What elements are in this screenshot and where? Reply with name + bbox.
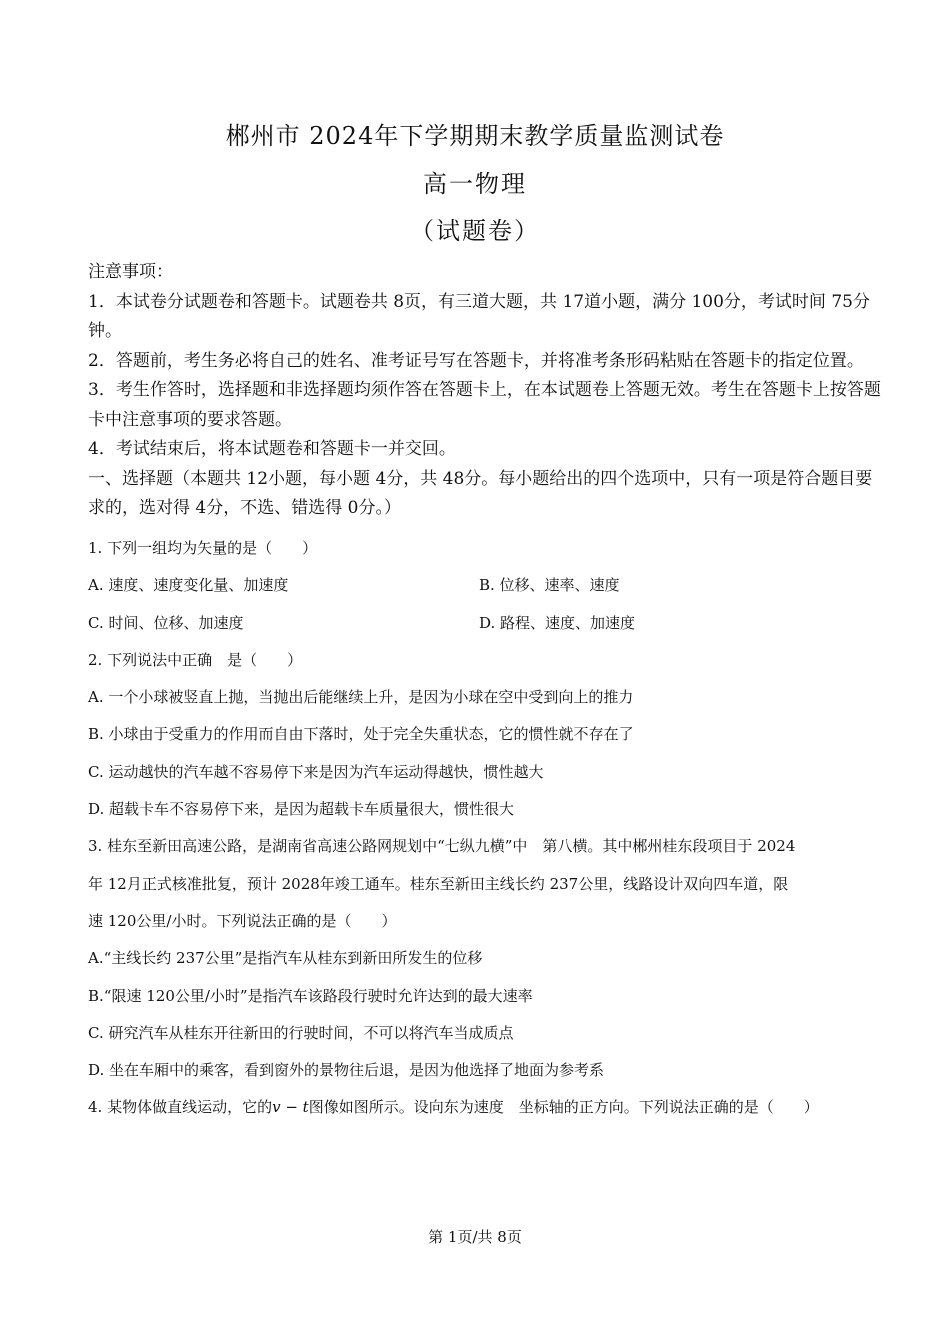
question-stem-line: 3. 桂东至新田高速公路，是湖南省高速公路网规划中“七纵九横”中 第八横。其中郴州桂东段项目于 2024 <box>88 837 796 856</box>
note-item: 3．考生作答时，选择题和非选择题均须作答在答题卡上，在本试题卷上答题无效。考生在答题卡上按答题卡中注意事项的要求答题。 <box>88 380 881 430</box>
question-stem-line: 年 12月正式核准批复，预计 2028年竣工通车。桂东至新田主线长约 237公里，线路设计双向四车道，限 <box>88 874 789 893</box>
stem-text: 4. 某物体做直线运动，它的 <box>88 1098 273 1117</box>
option-b: B.“限速 120公里/小时”是指汽车该路段行驶时允许达到的最大速率 <box>88 986 533 1005</box>
option-a: A. 一个小球被竖直上抛，当抛出后能继续上升，是因为小球在空中受到向上的推力 <box>88 688 634 707</box>
note-item: 1．本试卷分试题卷和答题卡。试题卷共 8页，有三道大题，共 17道小题，满分 100分，考试时间 75分钟。 <box>88 291 870 341</box>
question-stem: 1. 下列一组均为矢量的是（ ） <box>88 539 318 557</box>
option-c: C. 研究汽车从桂东开往新田的行驶时间，不可以将汽车当成质点 <box>88 1023 514 1042</box>
page-footer: 第 1页/共 8页 <box>428 1228 522 1246</box>
option-d: D. 坐在车厢中的乘客，看到窗外的景物往后退，是因为他选择了地面为参考系 <box>88 1061 605 1080</box>
option-row <box>88 605 898 642</box>
section-heading: 一、选择题（本题共 12小题，每小题 4分，共 48分。每小题给出的四个选项中，只有一项是符合题目要求的，选对得 4分，不选、错选得 0分。） <box>88 468 873 518</box>
question-stem-line: 速 120公里/小时。下列说法正确的是（ ） <box>88 911 397 930</box>
question-stem <box>88 1089 898 1126</box>
notes-heading: 注意事项： <box>88 262 173 282</box>
notes-section <box>88 258 888 524</box>
note-item: 4．考试结束后，将本试题卷和答题卡一并交回。 <box>88 439 456 459</box>
note-item: 2．答题前，考生务必将自己的姓名、准考证号写在答题卡，并将准考条形码粘贴在答题卡的指定位置。 <box>88 350 864 371</box>
option-c: C. 运动越快的汽车越不容易停下来是因为汽车运动得越快，惯性越大 <box>88 762 544 781</box>
stem-text: 图像如图所示。设向东为速度 坐标轴的正方向。下列说法正确的是（ ） <box>308 1098 819 1117</box>
option-d: D. 路程、速度、加速度 <box>479 613 636 632</box>
paper-type-title: （试题卷） <box>410 217 540 245</box>
option-b: B. 位移、速率、速度 <box>479 576 620 595</box>
option-b: B. 小球由于受重力的作用而自由下落时，处于完全失重状态，它的惯性就不存在了 <box>88 725 634 744</box>
question-stem: 2. 下列说法中正确 是（ ） <box>88 650 303 669</box>
exam-title: 郴州市 2024年下学期期末教学质量监测试卷 <box>225 122 725 150</box>
option-row <box>88 567 898 604</box>
questions-area <box>88 530 898 1127</box>
subject-title: 高一物理 <box>423 170 527 198</box>
option-a: A. 速度、速度变化量、加速度 <box>88 576 289 595</box>
option-c: C. 时间、位移、加速度 <box>88 613 244 632</box>
math-vt: v − t <box>272 1098 309 1117</box>
option-d: D. 超载卡车不容易停下来，是因为超载卡车质量很大，惯性很大 <box>88 800 515 819</box>
option-a: A.“主线长约 237公里”是指汽车从桂东到新田所发生的位移 <box>88 949 483 968</box>
